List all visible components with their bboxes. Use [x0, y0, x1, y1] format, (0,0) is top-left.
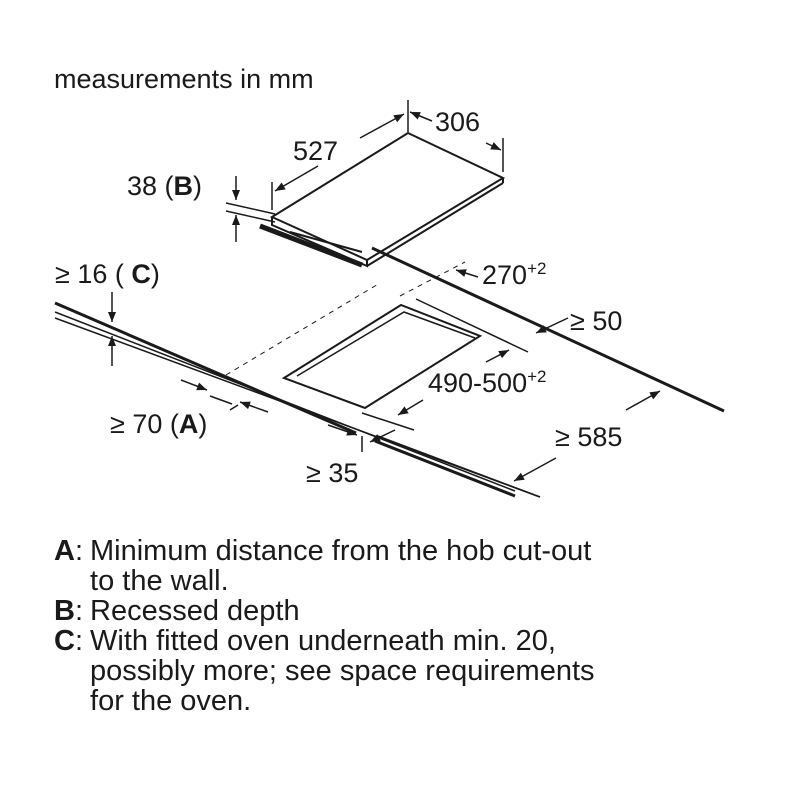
thickness-prefix: ≥ 16 ( [55, 259, 132, 289]
back-gap-label: ≥ 50 [570, 306, 623, 336]
cutout-depth-arrow-upper [486, 350, 509, 362]
recess-depth-dimension [127, 171, 275, 242]
cutout-depth-ext [362, 413, 414, 430]
legend-sep-c: : [74, 625, 84, 657]
legend-item-b [54, 596, 774, 626]
legend-sep-b: : [74, 595, 84, 627]
cutout-depth-value: 490-500 [428, 368, 528, 398]
legend-desc-c [90, 626, 595, 716]
legend-sep-a: : [74, 535, 84, 567]
legend-line: possibly more; see space requirements [90, 655, 595, 687]
wall-gap-close: ) [198, 409, 208, 439]
worktop-depth-dimension [514, 391, 660, 481]
legend-line: Recessed depth [90, 595, 300, 627]
wall-gap-leader [230, 405, 238, 410]
wall-gap-key: A [178, 409, 199, 439]
hob-width-arrow-right [486, 143, 501, 150]
legend-item-c [54, 626, 774, 716]
wall-gap-ext [210, 396, 232, 404]
worktop-thickness-dimension [55, 259, 160, 366]
hob-width-label: 306 [435, 107, 481, 137]
legend-line: Minimum distance from the hob cut-out [90, 535, 592, 567]
front-gap-dimension [306, 425, 395, 488]
legend-line: to the wall. [90, 565, 229, 597]
wall-gap-dimension [110, 380, 268, 439]
legend-line: With fitted oven underneath min. 20, [90, 625, 556, 657]
worktop-depth-label: ≥ 585 [555, 422, 623, 452]
hob-depth-label: 527 [293, 136, 339, 166]
cutout-width-arrow [456, 270, 478, 277]
wall-gap-prefix: ≥ 70 ( [110, 409, 179, 439]
worktop-thickness-label [55, 259, 160, 289]
worktop-depth-arrow-upper [626, 391, 660, 410]
thickness-key: C [131, 259, 151, 289]
cutout-depth-arrow-lower [398, 400, 423, 415]
wall-gap-arrow-right [240, 402, 268, 412]
worktop-depth-arrow-lower [514, 458, 556, 481]
recess-depth-label [127, 171, 202, 201]
cutout-depth-tolerance: +2 [527, 367, 547, 386]
legend-line: for the oven. [90, 685, 252, 717]
cutout-width-label [482, 259, 546, 290]
legend [54, 536, 774, 716]
legend-key-b: B [54, 595, 75, 627]
recess-value: 38 ( [127, 171, 174, 201]
cutout-depth-label [428, 367, 546, 398]
legend-desc-a [90, 536, 591, 596]
worktop-edge-short [378, 436, 540, 497]
hob-width-arrow-left [410, 112, 432, 121]
measurements-unit-title: measurements in mm [54, 64, 314, 94]
hob-depth-arrow-lower [275, 166, 318, 191]
wall-gap-label [110, 409, 207, 439]
legend-desc-b [90, 596, 300, 626]
recess-key: B [173, 171, 194, 201]
legend-key-c: C [54, 625, 75, 657]
thickness-close: ) [150, 259, 160, 289]
hob-depth-arrow-upper [360, 114, 404, 138]
worktop-right-top-edge [375, 441, 515, 496]
front-gap-label: ≥ 35 [306, 458, 359, 488]
legend-key-a: A [54, 535, 75, 567]
cutout-width-value: 270 [482, 260, 528, 290]
recess-close: ) [193, 171, 203, 201]
wall-gap-arrow-left [181, 380, 207, 390]
legend-item-a [54, 536, 774, 596]
cutout-width-tolerance: +2 [527, 259, 547, 278]
